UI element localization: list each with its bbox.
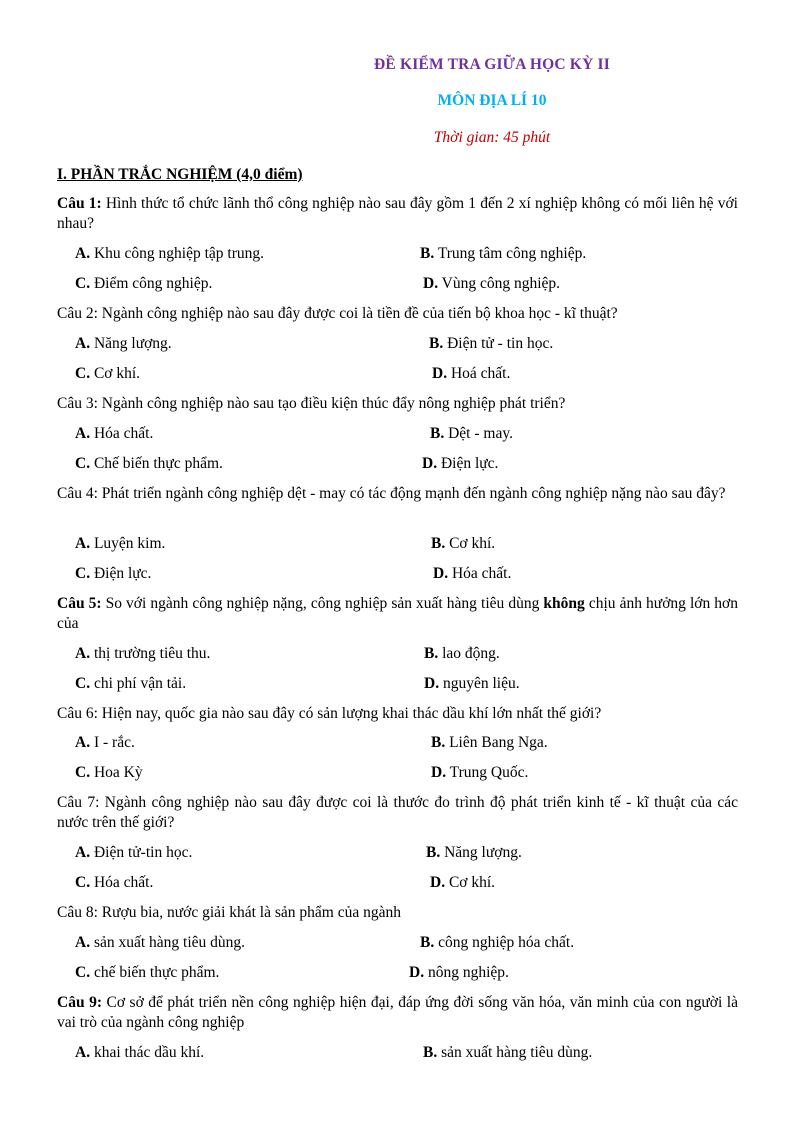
option-b[interactable]: B. Năng lượng.	[426, 844, 522, 861]
option-row	[57, 534, 738, 554]
option-d[interactable]: D. Trung Quốc.	[431, 764, 529, 781]
option-a[interactable]: A. Năng lượng.	[75, 335, 172, 352]
option-a[interactable]: A. thị trường tiêu thu.	[75, 645, 211, 662]
option-row	[57, 843, 738, 863]
option-d[interactable]: D. nông nghiệp.	[409, 964, 509, 981]
option-row	[57, 454, 738, 474]
question-label: Câu 3:	[57, 395, 98, 412]
option-row	[57, 733, 738, 753]
option-c[interactable]: C. Điểm công nghiệp.	[75, 275, 213, 292]
question-text: Ngành công nghiệp nào sau đây được coi là tiền đề của tiến bộ khoa học - kĩ thuật?	[97, 305, 618, 322]
option-row	[57, 963, 738, 983]
option-d[interactable]: D. Hóa chất.	[433, 565, 512, 582]
question-8	[57, 903, 738, 923]
option-d[interactable]: D. Hoá chất.	[432, 365, 511, 382]
option-b[interactable]: B. Cơ khí.	[431, 535, 496, 552]
option-row	[57, 674, 738, 694]
option-a[interactable]: A. Khu công nghiệp tập trung.	[75, 245, 264, 262]
question-text: Cơ sở để phát triển nền công nghiệp hiện đại, đáp ứng đời sống văn hóa, văn minh của con người là vai trò của ngành công nghiệp	[57, 994, 738, 1031]
option-a[interactable]: A. sản xuất hàng tiêu dùng.	[75, 934, 246, 951]
option-row	[57, 873, 738, 893]
option-b[interactable]: B. lao động.	[424, 645, 500, 662]
option-c[interactable]: C. Chế biến thực phẩm.	[75, 455, 223, 472]
question-7	[57, 793, 738, 833]
option-c[interactable]: C. Hóa chất.	[75, 874, 154, 891]
question-text: Rượu bia, nước giải khát là sản phẩm của ngành	[97, 904, 401, 921]
option-row	[57, 644, 738, 664]
option-b[interactable]: B. sản xuất hàng tiêu dùng.	[423, 1044, 593, 1061]
option-b[interactable]: B. Điện tử - tin học.	[429, 335, 554, 352]
question-label: Câu 1:	[57, 195, 102, 212]
option-row	[57, 564, 738, 584]
question-label: Câu 9:	[57, 994, 102, 1011]
question-label: Câu 7:	[57, 794, 100, 811]
exam-time: Thời gian: 45 phút	[433, 129, 551, 146]
option-c[interactable]: C. chế biến thực phẩm.	[75, 964, 220, 981]
option-c[interactable]: C. Điện lực.	[75, 565, 152, 582]
option-b[interactable]: B. công nghiệp hóa chất.	[420, 934, 575, 951]
option-a[interactable]: A. Điện tử-tin học.	[75, 844, 193, 861]
exam-title: ĐỀ KIỂM TRA GIỮA HỌC KỲ II	[373, 56, 610, 73]
question-label: Câu 4:	[57, 485, 98, 502]
option-b[interactable]: B. Liên Bang Nga.	[431, 734, 548, 751]
question-text: So với ngành công nghiệp nặng, công nghiệp sản xuất hàng tiêu dùng	[101, 595, 544, 612]
option-row	[57, 933, 738, 953]
option-d[interactable]: D. Điện lực.	[422, 455, 499, 472]
option-c[interactable]: C. Hoa Kỳ	[75, 764, 143, 781]
question-5	[57, 594, 738, 634]
option-d[interactable]: D. Vùng công nghiệp.	[423, 275, 561, 292]
option-b[interactable]: B. Dệt - may.	[430, 425, 513, 442]
option-a[interactable]: A. Hóa chất.	[75, 425, 154, 442]
question-label: Câu 5:	[57, 595, 102, 612]
option-d[interactable]: D. nguyên liệu.	[424, 675, 520, 692]
question-label: Câu 8:	[57, 904, 98, 921]
question-4	[57, 484, 738, 504]
option-row	[57, 1043, 738, 1063]
option-row	[57, 763, 738, 783]
question-9	[57, 993, 738, 1033]
option-c[interactable]: C. chi phí vận tải.	[75, 675, 187, 692]
question-3	[57, 394, 738, 414]
option-row	[57, 244, 738, 264]
question-text: Ngành công nghiệp nào sau tạo điều kiện thúc đẩy nông nghiệp phát triển?	[97, 395, 566, 412]
question-6	[57, 704, 738, 724]
question-text-end: chịu ảnh hưởng lớn hơn của	[57, 595, 738, 632]
exam-subject: MÔN ĐỊA LÍ 10	[437, 92, 547, 109]
option-d[interactable]: D. Cơ khí.	[430, 874, 496, 891]
question-label: Câu 6:	[57, 705, 98, 722]
question-text: Ngành công nghiệp nào sau đây được coi là thước đo trình độ phát triển kinh tế - kĩ thuật của các nước trên thế giới?	[57, 794, 738, 831]
question-text: Hình thức tổ chức lãnh thổ công nghiệp nào sau đây gồm 1 đến 2 xí nghiệp không có mối liên hệ với nhau?	[57, 195, 738, 232]
option-b[interactable]: B. Trung tâm công nghiệp.	[420, 245, 587, 262]
question-2	[57, 304, 738, 324]
option-row	[57, 424, 738, 444]
option-row	[57, 274, 738, 294]
question-1	[57, 194, 738, 234]
option-row	[57, 334, 738, 354]
section-heading: I. PHẦN TRẮC NGHIỆM (4,0 điểm)	[57, 166, 303, 183]
option-a[interactable]: A. I - rắc.	[75, 734, 135, 751]
option-a[interactable]: A. khai thác dầu khí.	[75, 1044, 205, 1061]
option-row	[57, 364, 738, 384]
option-c[interactable]: C. Cơ khí.	[75, 365, 141, 382]
question-label: Câu 2:	[57, 305, 98, 322]
option-a[interactable]: A. Luyện kim.	[75, 535, 166, 552]
question-text: Hiện nay, quốc gia nào sau đây có sản lượng khai thác dầu khí lớn nhất thế giới?	[97, 705, 602, 722]
question-text: Phát triển ngành công nghiệp dệt - may có tác động mạnh đến ngành công nghiệp nặng nào sau đây?	[97, 485, 726, 502]
question-emphasis: không	[543, 595, 585, 612]
